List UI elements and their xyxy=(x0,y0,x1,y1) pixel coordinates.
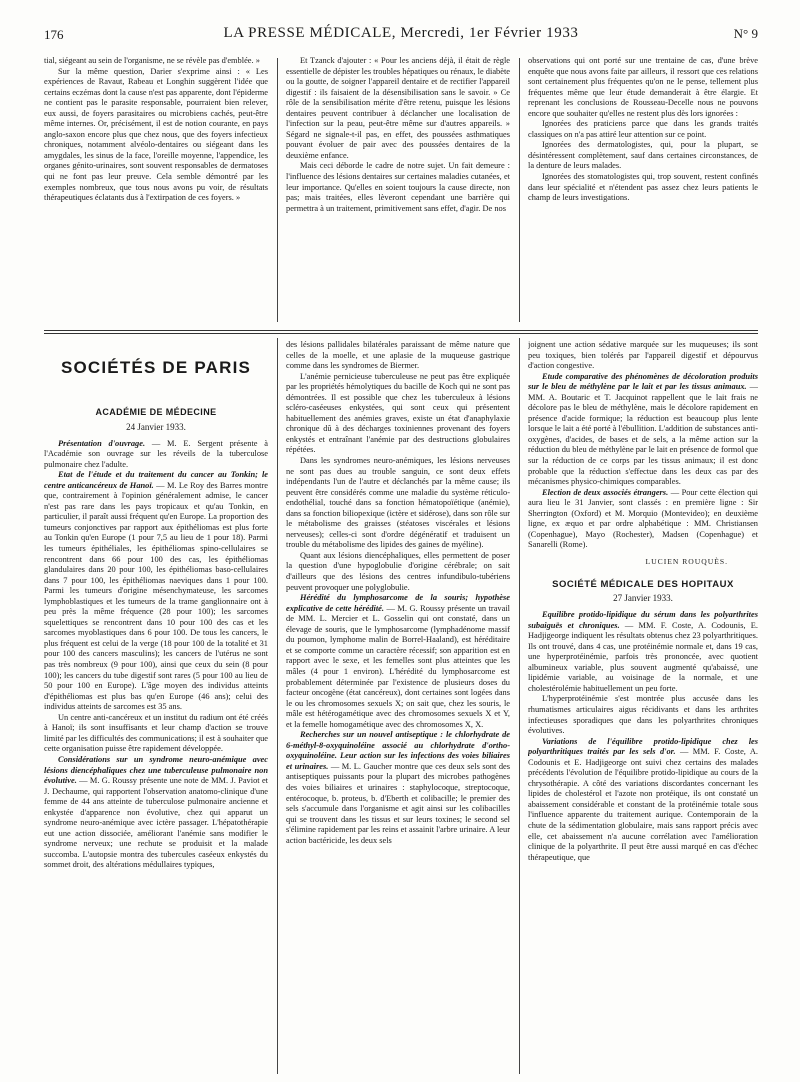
paragraph: joignent une action sédative marquée sur les muqueuses; ils sont peu toxiques, bien tolérés par l'appareil digestif et dépourvus d'action congestive. xyxy=(528,340,758,371)
academie-heading: ACADÉMIE DE MÉDECINE xyxy=(95,407,217,417)
column-rule xyxy=(277,338,278,1074)
bottom-column-2 xyxy=(286,340,510,1070)
article-text: — M. Le Roy des Barres montre que, contrairement à l'opinion généralement admise, le cancer n'est pas rare dans les pays tropicaux et qu'au Tonkin, en particulier, il paraît aussi fréquent qu'en Europe. La proportion des tumeurs conjonctives par rapport aux épithéliomas est plus forte au Tonkin qu'en Europe (1 pour 7,5 au lieu de 1 pour 18). Parmi les tumeurs épithéliales, les épithéliomas spino-cellulaires se rencontrent dans 66 pour 100 des cas, les épithéliomas glandulaires dans 20 pour 100, les épithéliomas baso-cellulaires dans 7 pour 100, les épithéliomas naeviques dans 1 pour 100. Parmi les tumeurs d'origine mésenchymateuse, les sarcomes lymphoblastiques et les tumeurs de la trame ganglionnaire ont à peu près la même fréquence (28 pour 100); les sarcomes squelettiques se rencontrent dans 10 pour 100 des cas et les sarcomes myoblastiques dans 6 pour 100. De tous les cancers, le plus fréquent est celui de la verge (18 pour 100 de la totalité et 31 pour 100 des cancers masculins); les cancers de l'utérus ne sont pas très nombreux (9 pour 100), ainsi que ceux du sein (8 pour 100); les cancers du tube digestif sont rares (5 pour 100 au lieu de 50 pour 100 en Europe). L'âge moyen des individus atteints d'épithéliomas est plus bas qu'en Europe (46 ans); celui des individus atteints de sarcomes est 35 ans. xyxy=(44,480,268,712)
paragraph: L'hyperprotéinémie s'est montrée plus accusée dans les rhumatismes articulaires aigus récidivants et dans les arthrites infectieuses sporadiques que dans les polyarthrites chroniques évolutives. xyxy=(528,694,758,736)
paragraph: Mais ceci déborde le cadre de notre sujet. Un fait demeure : l'influence des lésions dentaires sur certaines maladies cutanées, et leur importance. Qu'elles en soient toujours la cause directe, non pas; mais traitées, elles lèveront cependant une barrière qui permettra à un traitement, primitivement sans effet, d'agir. De nos xyxy=(286,161,510,213)
article-text: — MM. A. Boutaric et T. Jacquinot rappellent que le lait frais ne décolore pas le bleu de méthylène, mais le décolore rapidement en présence d'acide formique; la réduction est beaucoup plus lente lorsque le lait a été porté à l'ébullition. L'addition de substances anti-oxygènes, d'acides, de bases et de sels, a la même action sur la réduction du bleu de méthylène par le lait en présence de formol que sur la réduction de ce corps par les tissus animaux; il est donc probable que la réduction s'effectue dans les deux cas par des mécanismes physico-chimiques comparables. xyxy=(528,382,758,487)
article-heading: Considérations sur un syndrome neuro-anémique avec lésions diencéphaliques chez une tuberculeuse pulmonaire non évolutive. xyxy=(44,754,268,786)
paragraph: tial, siégeant au sein de l'organisme, ne se révèle pas d'emblée. » xyxy=(44,56,260,65)
paragraph: Un centre anti-cancéreux et un institut du radium ont été créés à Hanoï; ils sont insuffisants et leur champ d'action se trouve limité par les difficultés des communications; il est à souhaiter que cette organisation puisse être rapidement développée. xyxy=(44,712,268,754)
paragraph: L'anémie pernicieuse tuberculeuse ne peut pas être expliquée par les propriétés hémolytiques du bacille de Koch qui ne sont pas démontrées. Il est possible que chez les tuberculeux à lésions scléro-caséeuses enkystées, qui sont ceux qui présentent habituellement des anémies graves, existe un état d'anaphylaxie chronique dû à des décharges toxiniennes provenant des foyers enkystés et entraînant l'anémie par des destructions globulaires répétées. xyxy=(286,371,510,455)
paragraph: Sur la même question, Darier s'exprime ainsi : « Les expériences de Ravaut, Rabeau et Longhin suggèrent l'idée que certains eczémas dont la cause n'est pas apparente, dont l'épiderme ne contient pas le parasite responsable, pourraient bien relever, eux aussi, de foyers parasitaires ou microbiens cachés, peut-être même internes. Or, précisément, il est de notion courante, en pays anglo-saxon encore plus que chez nous, que des foyers infectieux chroniques, notamment alvéolo-dentaires ou siégeant dans les amygdales, les sinus de la face, l'oreille moyenne, l'appendice, les organes génito-urinaires, sont souvent responsables de dermatoses qui ne font pas leur preuve. Cela semble démontré par les exemples nombreux, que tous nous avons pu voir, de résultats thérapeutiques éclatants dus à l'extirpation de ces foyers. » xyxy=(44,66,268,203)
article-text: — Pour cette élection qui aura lieu le 31 Janvier, sont classés : en première ligne : Sir Sherrington (Oxford) et M. Morquio (Montevideo); en deuxième ligne, ex æquo et par ordre alphabétique : MM. Christiansen (Copenhague), Mayo (Rochester), Madsen (Copenhague) et Sanarelli (Rome). xyxy=(528,487,758,550)
article-text: — MM. F. Coste, A. Codounis, E. Hadjigeorge indiquent les résultats obtenus chez 23 polyarthritiques. Ils ont trouvé, dans 4 cas, une protéinémie normale et, dans 19 cas, une hyperprotéinémie, parfois très prononcée, avec quotient albumineux variable, plus souvent augmenté qu'abaissé, une lipidémie variable, au voisinage de la normale, et une cholestérolémie habituellement un peu forte. xyxy=(528,620,758,693)
article-heading: Election de deux associés étrangers. xyxy=(542,487,669,497)
column-rule xyxy=(519,58,520,322)
article-presentation xyxy=(44,439,268,471)
paragraph: des lésions pallidales bilatérales paraissant de même nature que celles de la moelle, et une aplasie de la muqueuse gastrique comme dans les syndromes de Biermer. xyxy=(286,340,510,371)
article-election xyxy=(528,488,758,551)
article-text: — M. E. Sergent présente à l'Académie son ouvrage sur les réveils de la tuberculose pulmonaire chez l'adulte. xyxy=(44,438,268,469)
article-text: — M. G. Roussy présente un travail de MM. L. Mercier et L. Gosselin qui ont constaté, dans un élevage de souris, que le lymphosarcome (lymphadénome massif du poumon, lymphome malin de Borrel-Haaland), est héréditaire et se comporte comme un caractère récessif; son apparition est en rapport avec le sexe, et les femelles sont plus atteintes que les mâles (4 pour 1 environ). L'hérédité du lymphosarcome est probablement déterminée par l'existence de plusieurs doses du facteur oncogène (état cancéreux), dont certaines sont logées dans le ou les chromosomes sexuels X; on sait que, chez les souris, le mâle est hétérogamétique avec des chromosomes sexuels X et Y, et la femelle homogamétique avec des chromosomes X, X. xyxy=(286,603,510,729)
article-etude xyxy=(528,372,758,488)
article-heading: Etude comparative des phénomènes de décoloration produits sur le bleu de méthylène par le lait et par les tissus animaux. xyxy=(528,371,758,392)
paragraph: Ignorées des stomatologistes qui, trop souvent, restent confinés dans leur spécialité et n'étendent pas assez chez leurs patients le champ de leurs investigations. xyxy=(528,172,758,203)
article-text: — M. L. Gaucher montre que ces deux sels sont des antiseptiques puissants pour la plupart des microbes pathogènes des voies biliaires et urinaires : staphylocoque, streptocoque, entérocoque, b. proteus, b. d'Eberth et colibacille; le premier des sels s'accumule dans l'organisme et agit ainsi sur les colibacilles qui se trouvent dans les tissus et sur leurs toxines; le second sel s'élimine rapidement par les reins et assainit l'arbre urinaire. A leur action bactéricide, les deux sels xyxy=(286,761,510,845)
page-header xyxy=(44,24,758,50)
column-rule xyxy=(277,58,278,322)
article-heading: Etat de l'étude et du traitement du cancer au Tonkin; le centre anticancéreux de Hanoï. xyxy=(44,470,268,490)
article-heading: Variations de l'équilibre protido-lipidique chez les polyarthritiques traités par les sels d'or. xyxy=(528,736,758,757)
hopitaux-heading: SOCIÉTÉ MÉDICALE DES HOPITAUX xyxy=(552,579,734,591)
section-divider xyxy=(44,330,758,334)
article-cancer xyxy=(44,470,268,713)
article-equilibre xyxy=(528,610,758,694)
paragraph: Ignorées des dermatologistes, qui, pour la plupart, se désintéressent complètement, sauf dans certaines circonstances, de la denture de leurs malades. xyxy=(528,140,758,171)
bottom-column-3 xyxy=(528,340,758,1070)
paragraph: Quant aux lésions diencéphaliques, elles permettent de poser la question d'une hypoglobulie d'origine cérébrale; on sait d'ailleurs que des lésions des centres infundibulo-tubériens peuvent provoquer une polyglobulie. xyxy=(286,550,510,592)
issue-number: N° 9 xyxy=(733,26,758,41)
article-heading: Présentation d'ouvrage. xyxy=(58,438,146,448)
article-text: — M. G. Roussy présente une note de MM. J. Paviot et J. Dechaume, qui rapportent l'observation anatomo-clinique d'une femme de 44 ans atteinte de tuberculose pulmonaire ancienne et enkystée d'apparence non évolutive, chez qui apparut un syndrome neuro-anémique avec ictère passager. L'hépatothérapie eut une action dissociée, améliorant l'anémie sans modifier le syndrome nerveux; une rechute se produisit et la malade succomba. L'autopsie montra des tubercules caséeux enkystés du sommet droit, des altérations médullaires typiques, xyxy=(44,776,268,870)
article-neuro xyxy=(44,755,268,871)
top-column-3 xyxy=(528,56,758,324)
author-signature: LUCIEN ROUQUÈS. xyxy=(645,556,728,566)
article-variations xyxy=(528,737,758,864)
article-recherches xyxy=(286,730,510,846)
article-heading: Hérédité du lymphosarcome de la souris; hypothèse explicative de cette hérédité. xyxy=(286,593,510,613)
article-text: — MM. F. Coste, A. Codounis et E. Hadjigeorge ont suivi chez certains des malades précédents l'évolution de l'équilibre protido-lipidique au cours de la chrysothérapie. A côté des variations discordantes concernant les lipides de cholestérol et l'azote non protéique, ils ont constaté un abaissement considérable et constant de la protéinémie totale sous l'influence apparente du traitement aurique. Contemporain de la chute de la sédimentation globulaire, mais sans rapport précis avec elle, cet abaissement n'a aucune corrélation avec l'amélioration clinique de la polyarthrite. Il peut être aussi marqué en cas d'échec thérapeutique, que xyxy=(528,747,758,862)
top-column-2 xyxy=(286,56,510,324)
paragraph: Dans les syndromes neuro-anémiques, les lésions nerveuses ne sont pas dues au trouble sanguin, ce sont deux effets indépendants l'un de l'autre et déclanchés par la même cause; ils peuvent être considérés comme une maladie du système réticulo-endothélial, touché dans sa fonction hématopoïétique (anémie), dans sa fonction biliopexique (ictère et sidérose), dans son rôle sur le métabolisme des graisses (stéatoses viscérales et lésions nerveuses); celles-ci sont d'ordre dégénératif et traduisent un trouble du métabolisme des lipides des gaines de myéline). xyxy=(286,456,510,550)
article-heading: Recherches sur un nouvel antiseptique : le chlorhydrate de 6-méthyl-8-oxyquinoléine associé au chlorhydrate d'ortho-oxyquinoléine. Leur action sur les infections des voies biliaires et urinaires. xyxy=(286,730,510,771)
column-rule xyxy=(519,338,520,1074)
article-lymphosarcome xyxy=(286,593,510,730)
top-column-1 xyxy=(44,56,268,324)
newspaper-title: LA PRESSE MÉDICALE, Mercredi, 1er Février 1933 xyxy=(223,25,579,41)
hopitaux-date: 27 Janvier 1933. xyxy=(613,593,673,604)
paragraph: observations qui ont porté sur une trentaine de cas, d'une brève enquête que nous avons faite par ailleurs, il ressort que ces relations sont certainement plus fréquentes qu'on ne le pense, tellement plus fréquentes même que leur étude demanderait à être élargie. Et reprenant les conclusions de Rousseau-Decelle nous ne pouvons encore que souhaiter qu'elles ne restent plus dès lors ignorées : xyxy=(528,56,758,118)
bottom-column-1 xyxy=(44,340,268,1070)
academie-date: 24 Janvier 1933. xyxy=(126,422,186,432)
article-heading: Equilibre protido-lipidique du sérum dans les polyarthrites subaiguës et chroniques. xyxy=(528,610,758,630)
paragraph: Et Tzanck d'ajouter : « Pour les anciens déjà, il était de règle essentielle de dépister les troubles hépatiques ou rénaux, le diabète ou la goutte, de soigner l'appareil dentaire et de rectifier l'appareil digestif : ils faisaient de la désensibilisation sans le savoir. » Ce rôle de la sensibilisation mérite d'être retenu, puisque les lésions dentaires peuvent contribuer à déclancher une localisation de l'infection sur la peau, peut-être même sur d'autres appareils. » Ségard ne signale-t-il pas, en effet, des poussées asthmatiques pouvant évoluer de pair avec des poussées dentaires de la deuxième enfance. xyxy=(286,56,510,160)
paragraph: Ignorées des praticiens parce que dans les grands traités classiques on n'a pas attiré leur attention sur ce point. xyxy=(528,119,758,139)
page-number: 176 xyxy=(44,27,64,42)
societes-de-paris-heading: SOCIÉTÉS DE PARIS xyxy=(60,358,252,377)
